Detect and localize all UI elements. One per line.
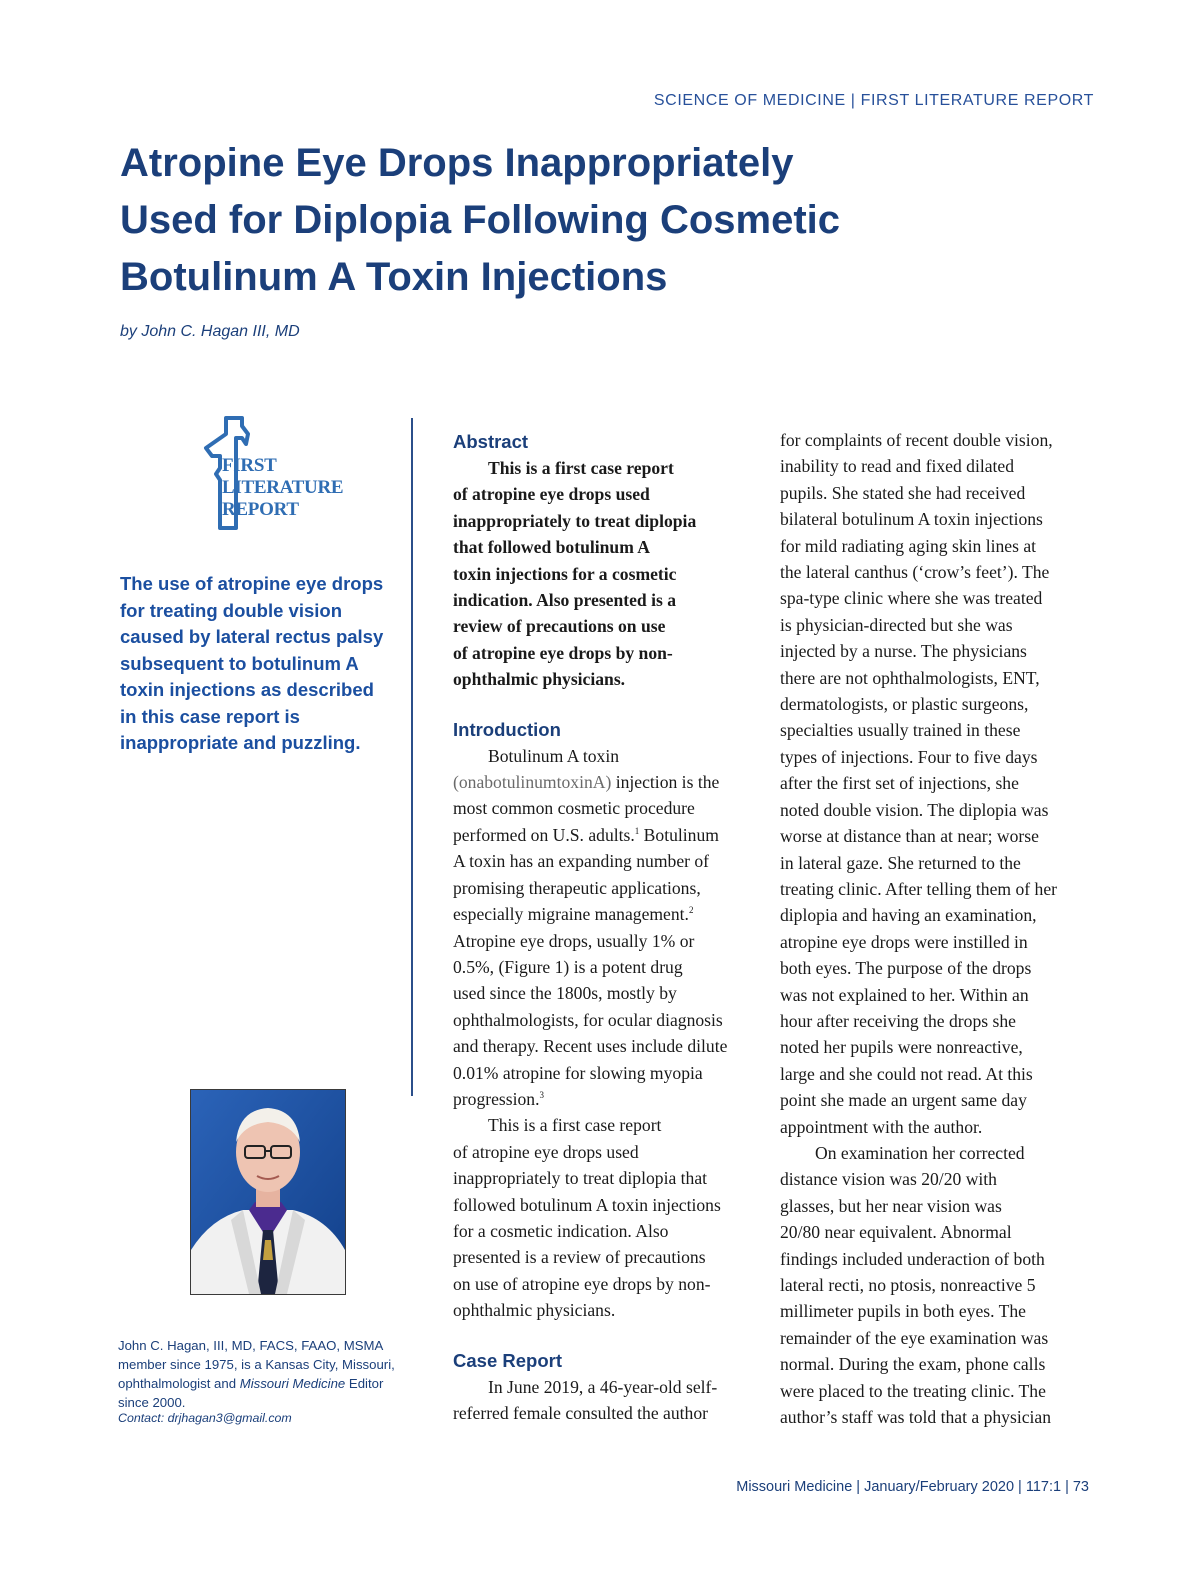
text-line: both eyes. The purpose of the drops (780, 958, 1032, 979)
text-line: large and she could not read. At this (780, 1063, 1033, 1084)
middle-column (453, 429, 765, 1426)
text-fragment: performed on U.S. adults. (453, 824, 635, 845)
text-line: of atropine eye drops by non- (453, 642, 673, 663)
page-footer: Missouri Medicine | January/February 2020 | 117:1 | 73 (736, 1479, 1089, 1495)
text-line: ophthalmologists, for ocular diagnosis (453, 1009, 723, 1030)
text-fragment: Botulinum (639, 824, 719, 845)
text-line: 0.01% atropine for slowing myopia (453, 1062, 703, 1083)
text-line: treating clinic. After telling them of her (780, 878, 1058, 899)
title-line: Atropine Eye Drops Inappropriately (120, 141, 794, 185)
text-line: This is a first case report (488, 1115, 662, 1136)
text-line: most common cosmetic procedure (453, 798, 695, 819)
text-line: for mild radiating aging skin lines at (780, 535, 1037, 556)
text-line: pupils. She stated she had received (780, 482, 1026, 503)
text-line: and therapy. Recent uses include dilute (453, 1036, 728, 1057)
reference-marker: 2 (688, 905, 694, 916)
text-line: bilateral botulinum A toxin injections (780, 509, 1043, 530)
text-line: inappropriately to treat diplopia (453, 510, 697, 531)
abstract-heading: Abstract (453, 431, 529, 452)
text-line: hour after receiving the drops she (780, 1010, 1016, 1031)
text-line: lateral recti, no ptosis, nonreactive 5 (780, 1275, 1036, 1295)
text-line (453, 769, 765, 795)
text-line: dermatologists, or plastic surgeons, (780, 694, 1029, 715)
journal-name: Missouri Medicine (239, 1376, 346, 1391)
text-line: ophthalmic physicians. (453, 669, 626, 690)
text-fragment: especially migraine management. (453, 904, 689, 925)
reference-marker: 3 (539, 1089, 544, 1100)
bio-text: Editor (345, 1376, 384, 1391)
text-line: of atropine eye drops used (453, 1141, 639, 1162)
bio-text: ophthalmologist and (118, 1376, 240, 1391)
text-line: point she made an urgent same day (780, 1090, 1027, 1111)
text-line (453, 1086, 765, 1112)
text-line: diplopia and having an examination, (780, 905, 1037, 926)
text-line: of atropine eye drops used (453, 484, 650, 505)
text-line: was not explained to her. Within an (780, 984, 1029, 1005)
text-fragment: injection is the (611, 772, 720, 793)
bio-line (118, 1374, 428, 1393)
text-line: remainder of the eye examination was (780, 1327, 1049, 1348)
examination-paragraph (780, 1140, 1098, 1430)
text-line: Atropine eye drops, usually 1% or (453, 930, 695, 951)
right-column (780, 427, 1098, 1430)
text-line: types of injections. Four to five days (780, 746, 1038, 767)
text-line: review of precautions on use (453, 616, 666, 637)
text-line: on use of atropine eye drops by non- (453, 1273, 711, 1294)
text-line: inability to read and fixed dilated (780, 456, 1015, 477)
bio-line: since 2000. (118, 1395, 186, 1410)
text-line: findings included underaction of both (780, 1248, 1045, 1269)
text-line: that followed botulinum A (453, 537, 650, 558)
text-line: glasses, but her near vision was (780, 1195, 1002, 1216)
text-line: there are not ophthalmologists, ENT, (780, 667, 1040, 688)
text-line: 0.5%, (Figure 1) is a potent drug (453, 956, 683, 977)
bio-line: John C. Hagan, III, MD, FACS, FAAO, MSMA (118, 1338, 384, 1353)
text-line: presented is a review of precautions (453, 1247, 706, 1268)
text-line: the lateral canthus (‘crow’s feet’). The (780, 562, 1050, 583)
text-line: atropine eye drops were instilled in (780, 931, 1028, 952)
text-line: injected by a nurse. The physicians (780, 641, 1027, 662)
text-line (453, 822, 765, 848)
logo-line: FIRST (222, 455, 277, 476)
text-line: used since the 1800s, mostly by (453, 983, 677, 1004)
text-line: Botulinum A toxin (488, 745, 619, 766)
text-line: noted her pupils were nonreactive, (780, 1037, 1023, 1058)
column-divider (411, 418, 413, 1096)
text-line: This is a first case report (488, 458, 674, 478)
text-line: author’s staff was told that a physician (780, 1407, 1052, 1428)
logo-line: REPORT (222, 499, 299, 520)
text-line: for a cosmetic indication. Also (453, 1220, 669, 1241)
case-report-continued (780, 427, 1098, 1140)
title-line: Botulinum A Toxin Injections (120, 255, 668, 299)
text-line: referred female consulted the author (453, 1403, 708, 1423)
author-bio (118, 1336, 428, 1412)
text-line: for complaints of recent double vision, (780, 430, 1053, 450)
text-line: 20/80 near equivalent. Abnormal (780, 1222, 1012, 1243)
text-fragment: progression. (453, 1088, 540, 1109)
text-line: inappropriately to treat diplopia that (453, 1168, 708, 1189)
author-portrait-illustration (191, 1090, 345, 1294)
text-line: were placed to the treating clinic. The (780, 1380, 1046, 1401)
abstract-text (453, 455, 765, 693)
text-line: millimeter pupils in both eyes. The (780, 1301, 1026, 1322)
byline: by John C. Hagan III, MD (120, 323, 300, 340)
pull-quote: The use of atropine eye drops for treating double vision caused by lateral rectus palsy subsequent to botulinum A toxin injections as described in this case report is inappropriate and puzzling. (120, 573, 384, 753)
text-line: appointment with the author. (780, 1116, 983, 1137)
logo-text (222, 455, 343, 521)
title-line: Used for Diplopia Following Cosmetic (120, 198, 841, 242)
reference-marker: 1 (634, 825, 640, 836)
text-line: worse at distance than at near; worse (780, 826, 1039, 847)
author-contact: Contact: drjhagan3@gmail.com (118, 1411, 292, 1425)
text-line: in lateral gaze. She returned to the (780, 852, 1021, 873)
text-line: ophthalmic physicians. (453, 1300, 616, 1321)
section-tag: SCIENCE OF MEDICINE | FIRST LITERATURE REPORT (653, 92, 1094, 109)
text-line: promising therapeutic applications, (453, 877, 701, 898)
text-line (453, 901, 765, 927)
bio-line: member since 1975, is a Kansas City, Missouri, (118, 1357, 395, 1372)
text-line: On examination her corrected (815, 1142, 1025, 1163)
text-line: after the first set of injections, she (780, 773, 1019, 794)
author-photo (190, 1089, 346, 1295)
text-line: A toxin has an expanding number of (453, 851, 710, 872)
text-line: In June 2019, a 46-year-old self- (488, 1376, 718, 1397)
text-line: specialties usually trained in these (780, 720, 1021, 741)
introduction-text (453, 743, 765, 1324)
text-line: distance vision was 20/20 with (780, 1169, 997, 1190)
introduction-heading: Introduction (453, 718, 561, 740)
text-line: toxin injections for a cosmetic (453, 563, 677, 584)
text-line: is physician-directed but she was (780, 614, 1013, 635)
text-line: normal. During the exam, phone calls (780, 1354, 1046, 1375)
logo-line: LITERATURE (222, 477, 344, 498)
text-line: noted double vision. The diplopia was (780, 799, 1049, 820)
case-report-heading: Case Report (453, 1349, 562, 1371)
case-report-text (453, 1374, 765, 1427)
text-line: followed botulinum A toxin injections (453, 1194, 721, 1215)
drug-name: (onabotulinumtoxinA) (453, 772, 612, 793)
article-title (120, 135, 940, 306)
text-line: spa-type clinic where she was treated (780, 588, 1043, 609)
text-line: indication. Also presented is a (453, 590, 677, 611)
